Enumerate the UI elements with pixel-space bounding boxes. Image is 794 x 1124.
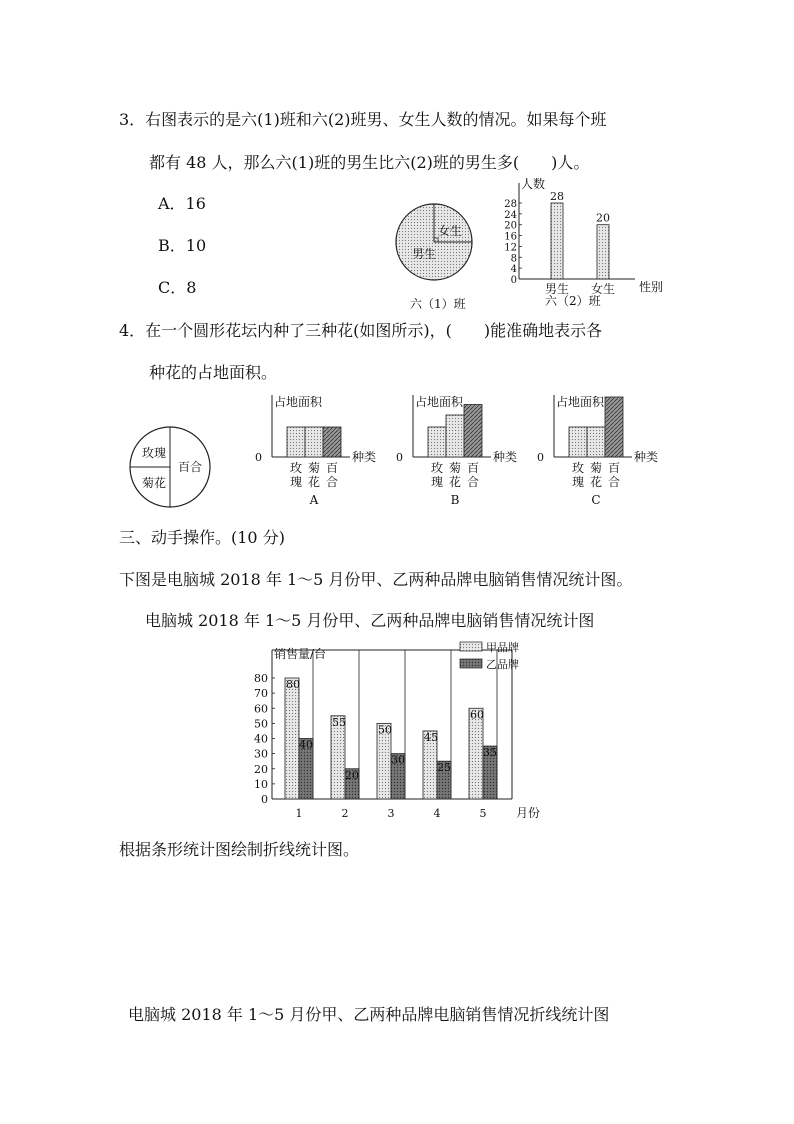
main-chart-title: 电脑城 2018 年 1～5 月份甲、乙两种品牌电脑销售情况统计图: [145, 611, 595, 630]
q3-bar-ylabel: 人数: [521, 177, 546, 191]
q4-chart-category-top: 玫: [289, 461, 303, 475]
q3-ytick-label: 12: [504, 242, 517, 254]
main-ytick-label: 80: [254, 672, 268, 685]
q4-chart-category-top: 菊: [307, 461, 321, 475]
main-ytick-label: 30: [254, 747, 268, 761]
q4-pie-label-chrysanthemum: 菊花: [142, 476, 167, 490]
q3-bar-category-label: 男生: [544, 282, 570, 296]
q4-chart-bar: [323, 427, 341, 457]
q4-chart-zero: 0: [537, 451, 544, 464]
q3-ytick-label: 4: [510, 264, 517, 276]
q4-chart-bar: [305, 427, 323, 457]
q4-bar-options: [255, 390, 794, 515]
q4-chart-ylabel: 占地面积: [274, 395, 323, 409]
q3-bar-category-label: 女生: [590, 282, 616, 296]
main-bar-jia: [469, 708, 483, 799]
q3-ytick-label: 20: [504, 220, 517, 232]
q4-chart-bar: [446, 415, 464, 457]
main-bar-jia-value: 55: [332, 715, 346, 729]
q4-chart-bar: [428, 427, 446, 457]
q3-bar: [551, 203, 563, 279]
q3-option-c[interactable]: C．8: [158, 278, 197, 297]
q4-chart-category-bottom: 合: [466, 475, 480, 489]
q4-chart-letter[interactable]: B: [450, 493, 460, 507]
q4-chart-zero: 0: [255, 451, 262, 464]
q3-bar-caption: 六（2）班: [545, 294, 601, 308]
q4-chart-zero: 0: [396, 451, 403, 464]
q4-chart-category-top: 百: [607, 461, 621, 475]
main-bar-jia-value: 50: [378, 723, 392, 737]
q3-ytick-label: 0: [510, 275, 517, 286]
q4-chart-letter[interactable]: A: [309, 493, 319, 507]
main-ytick-label: 0: [261, 793, 268, 806]
section3-intro: 下图是电脑城 2018 年 1～5 月份甲、乙两种品牌电脑销售情况统计图。: [119, 570, 633, 589]
q4-chart-letter[interactable]: C: [591, 493, 601, 507]
q4-chart-category-top: 玫: [430, 461, 444, 475]
q3-pie-male-label: 男生: [412, 247, 437, 261]
q4-chart-xlabel: 种类: [634, 450, 659, 464]
q3-line1: 3．右图表示的是六(1)班和六(2)班男、女生人数的情况。如果每个班: [119, 110, 607, 129]
bottom-chart-title: 电脑城 2018 年 1～5 月份甲、乙两种品牌电脑销售情况折线统计图: [128, 1005, 610, 1024]
legend-label-yi: 乙品牌: [486, 658, 519, 671]
section3-instruction: 根据条形统计图绘制折线统计图。: [119, 840, 360, 859]
q4-chart-category-bottom: 花: [589, 475, 603, 489]
q4-chart-category-bottom: 瑰: [571, 475, 585, 489]
q3-pie-chart: [392, 200, 492, 310]
main-ylabel: 销售量/台: [274, 647, 327, 661]
q4-chart-category-top: 百: [325, 461, 339, 475]
main-ytick-label: 10: [254, 777, 268, 791]
legend-swatch-yi: [460, 659, 482, 668]
main-ytick-label: 50: [254, 717, 268, 731]
q4-pie-chart: [128, 425, 228, 515]
q3-line2: 都有 48 人，那么六(1)班的男生比六(2)班的男生多( )人。: [149, 153, 590, 172]
q4-chart-category-top: 菊: [589, 461, 603, 475]
main-bar-jia-value: 60: [470, 708, 484, 722]
main-ytick-label: 60: [254, 702, 268, 716]
q3-ytick-label: 28: [504, 199, 517, 210]
main-bar-yi-value: 30: [391, 753, 405, 767]
main-bar-chart: [240, 640, 570, 820]
q4-pie-label-rose: 玫瑰: [142, 446, 167, 460]
q4-chart-category-top: 玫: [571, 461, 585, 475]
q4-chart-category-bottom: 花: [448, 475, 462, 489]
q4-chart-ylabel: 占地面积: [415, 395, 464, 409]
q4-pie-label-lily: 百合: [178, 460, 203, 474]
q4-chart-bar: [569, 427, 587, 457]
main-xtick-label: 5: [479, 807, 487, 820]
q3-ytick-label: 16: [504, 231, 517, 243]
q3-bar-value-label: 20: [596, 211, 610, 225]
main-xtick-label: 1: [295, 807, 303, 820]
q4-chart-category-bottom: 瑰: [289, 475, 303, 489]
q4-chart-ylabel: 占地面积: [556, 395, 605, 409]
q3-ytick-label: 8: [510, 253, 517, 265]
main-xtick-label: 3: [387, 807, 395, 820]
q3-option-a[interactable]: A．16: [158, 194, 206, 213]
q4-line2: 种花的占地面积。: [149, 363, 278, 382]
main-ytick-label: 40: [254, 732, 268, 746]
q4-line1: 4．在一个圆形花坛内种了三种花(如图所示)，( )能准确地表示各: [119, 321, 603, 340]
q3-option-b[interactable]: B．10: [158, 236, 207, 255]
main-bar-yi-value: 25: [437, 761, 451, 775]
q4-chart-category-bottom: 花: [307, 475, 321, 489]
q4-chart-xlabel: 种类: [352, 450, 377, 464]
q4-chart-xlabel: 种类: [493, 450, 518, 464]
q3-bar-chart: [505, 175, 705, 310]
legend-label-jia: 甲品牌: [486, 641, 519, 654]
main-ytick-label: 70: [254, 687, 268, 701]
q4-chart-bar: [464, 405, 482, 458]
q4-chart-category-top: 百: [466, 461, 480, 475]
main-bar-jia-value: 45: [424, 730, 438, 744]
q3-pie-female-label: 女生: [438, 224, 463, 238]
main-bar-jia: [285, 678, 299, 799]
q4-chart-bar: [587, 427, 605, 457]
q4-chart-category-bottom: 瑰: [430, 475, 444, 489]
q3-ytick-label: 24: [504, 209, 517, 221]
q4-chart-category-bottom: 合: [325, 475, 339, 489]
main-xtick-label: 2: [341, 807, 349, 820]
main-xtick-label: 4: [433, 807, 441, 820]
q4-chart-bar: [605, 397, 623, 457]
q4-chart-bar: [287, 427, 305, 457]
main-xlabel: 月份: [516, 806, 541, 820]
main-bar-yi-value: 20: [345, 768, 359, 782]
q3-bar-xlabel: 性别: [639, 280, 664, 294]
main-ytick-label: 20: [254, 762, 268, 776]
q3-bar: [597, 225, 609, 279]
legend-swatch-jia: [460, 642, 482, 651]
main-bar-yi-value: 40: [299, 738, 313, 752]
section3-heading: 三、动手操作。(10 分): [119, 528, 285, 547]
main-bar-yi-value: 35: [483, 746, 497, 760]
main-bar-jia-value: 80: [286, 678, 300, 691]
q3-bar-value-label: 28: [550, 190, 564, 203]
q3-pie-caption: 六（1）班: [410, 297, 466, 311]
q4-chart-category-top: 菊: [448, 461, 462, 475]
q4-chart-category-bottom: 合: [607, 475, 621, 489]
